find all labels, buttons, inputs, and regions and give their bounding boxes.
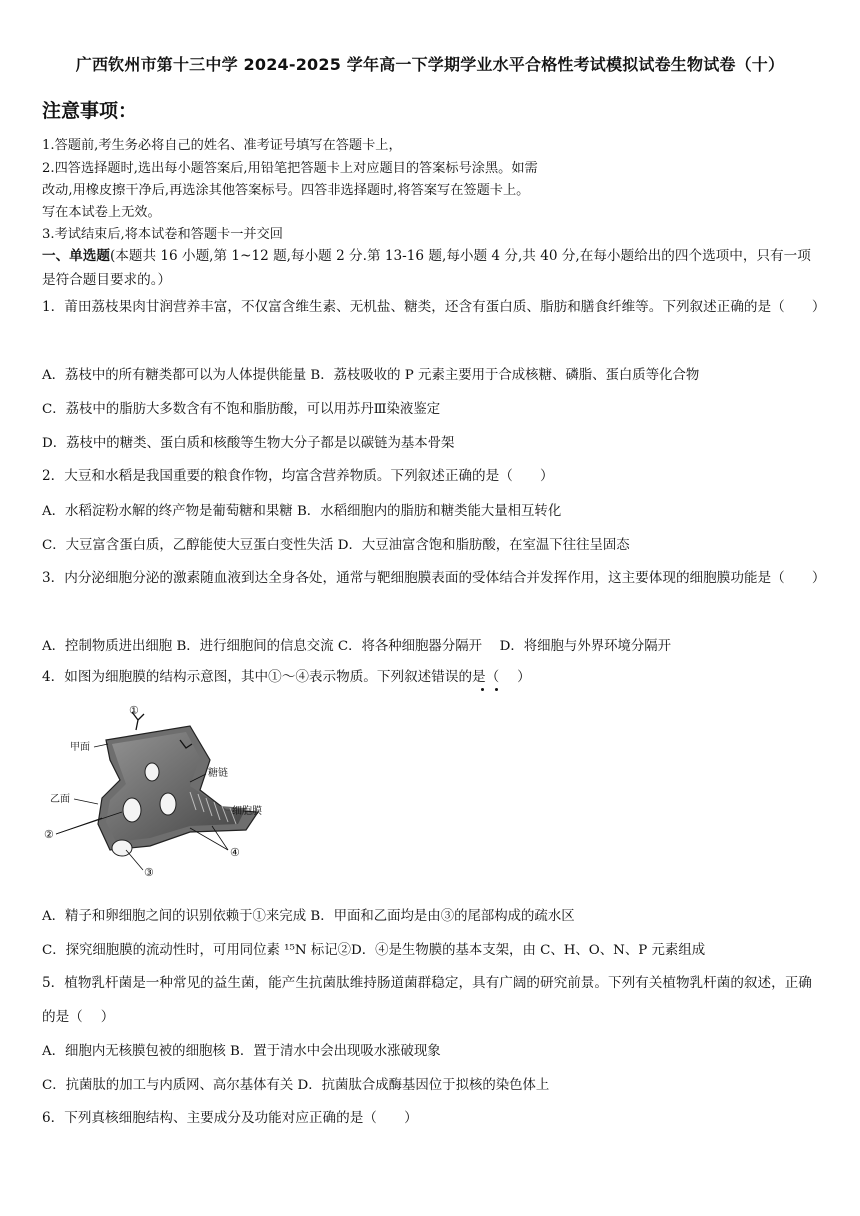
question-4-option: A．精子和卵细胞之间的识别依赖于①来完成 B．甲面和乙面均是由③的尾部构成的疏水区: [42, 909, 575, 924]
question-5-option: A．细胞内无核膜包被的细胞核 B．置于清水中会出现吸水涨破现象: [42, 1044, 441, 1059]
notice-line: 3.考试结束后,将本试卷和答题卡一并交回: [42, 227, 283, 242]
question-6-stem: 6．下列真核细胞结构、主要成分及功能对应正确的是（ ）: [42, 1110, 418, 1126]
exam-title: 广西钦州市第十三中学 2024-2025 学年高一下学期学业水平合格性考试模拟试卷生物试卷（十）: [75, 55, 785, 74]
notice-line: 写在本试卷上无效。: [42, 205, 161, 220]
question-3-option: A．控制物质进出细胞 B．进行细胞间的信息交流 C．将各种细胞器分隔开 D．将细胞与外界环境分隔开: [42, 639, 672, 654]
question-4-option: C．探究细胞膜的流动性时，可用同位素 ¹⁵N 标记②D．④是生物膜的基本支架，由 C、H、O、N、P 元素组成: [42, 943, 706, 958]
label-2: ②: [44, 828, 54, 841]
question-2-stem: 2．大豆和水稻是我国重要的粮食作物，均富含营养物质。下列叙述正确的是（ ）: [42, 468, 554, 484]
label-membrane: 细胞膜: [232, 806, 262, 817]
protein: [145, 763, 159, 781]
protein: [160, 793, 176, 815]
label-4: ④: [230, 846, 240, 859]
label-yi: 乙面: [50, 794, 70, 805]
label-3: ③: [144, 866, 154, 879]
section-heading: [42, 244, 822, 292]
question-3-stem: 3．内分泌细胞分泌的激素随血液到达全身各处，通常与靶细胞膜表面的受体结合并发挥作用，这主要体现的细胞膜功能是（ ）: [42, 570, 826, 586]
question-5-option: C．抗菌肽的加工与内质网、高尔基体有关 D．抗菌肽合成酶基因位于拟核的染色体上: [42, 1078, 550, 1093]
protein: [123, 798, 141, 822]
notice-line: 1.答题前,考生务必将自己的姓名、准考证号填写在答题卡上，: [42, 138, 402, 153]
label-1: ①: [129, 704, 139, 717]
emphasis-dot: [495, 688, 498, 691]
question-4-stem: 4．如图为细胞膜的结构示意图，其中①～④表示物质。下列叙述错误的是（ ）: [42, 669, 531, 685]
notice-line: 2.四答选择题时,选出每小题答案后,用铅笔把答题卡上对应题目的答案标号涂黑。如需: [42, 161, 538, 176]
question-1-option: A．荔枝中的所有糖类都可以为人体提供能量 B．荔枝吸收的 P 元素主要用于合成核糖、磷脂、蛋白质等化合物: [42, 368, 700, 383]
question-1-option: C．荔枝中的脂肪大多数含有不饱和脂肪酸，可以用苏丹Ⅲ染液鉴定: [42, 402, 441, 417]
cell-membrane-diagram: [40, 700, 280, 882]
notice-line: 改动,用橡皮擦干净后,再选涂其他答案标号。四答非选择题时,将答案写在签题卡上。: [42, 183, 530, 198]
section-instructions: (本题共 16 小题,第 1~12 题,每小题 2 分.第 13-16 题,每小题 4 分,共 40 分,在每小题给出的四个选项中，只有一项是符合题目要求的。）: [42, 248, 811, 288]
question-2-option: A．水稻淀粉水解的终产物是葡萄糖和果糖 B．水稻细胞内的脂肪和糖类能大量相互转化: [42, 504, 562, 519]
label-sugar-chain: 糖链: [208, 768, 228, 779]
question-5-stem: 5．植物乳杆菌是一种常见的益生菌，能产生抗菌肽维持肠道菌群稳定，具有广阔的研究前景。下列有关植物乳杆菌的叙述，正确的是（ ）: [42, 975, 812, 1025]
label-jia: 甲面: [70, 742, 90, 753]
notice-heading: 注意事项：: [42, 100, 138, 122]
question-1-option: D．荔枝中的糖类、蛋白质和核酸等生物大分子都是以碳链为基本骨架: [42, 436, 455, 451]
question-1-stem: 1．莆田荔枝果肉甘润营养丰富，不仅富含维生素、无机盐、糖类，还含有蛋白质、脂肪和膳食纤维等。下列叙述正确的是（ ）: [42, 299, 826, 315]
question-2-option: C．大豆富含蛋白质，乙醇能使大豆蛋白变性失活 D．大豆油富含饱和脂肪酸，在室温下往往呈固态: [42, 538, 630, 553]
section-label: 一、单选题: [42, 248, 110, 264]
emphasis-dot: [481, 688, 484, 691]
